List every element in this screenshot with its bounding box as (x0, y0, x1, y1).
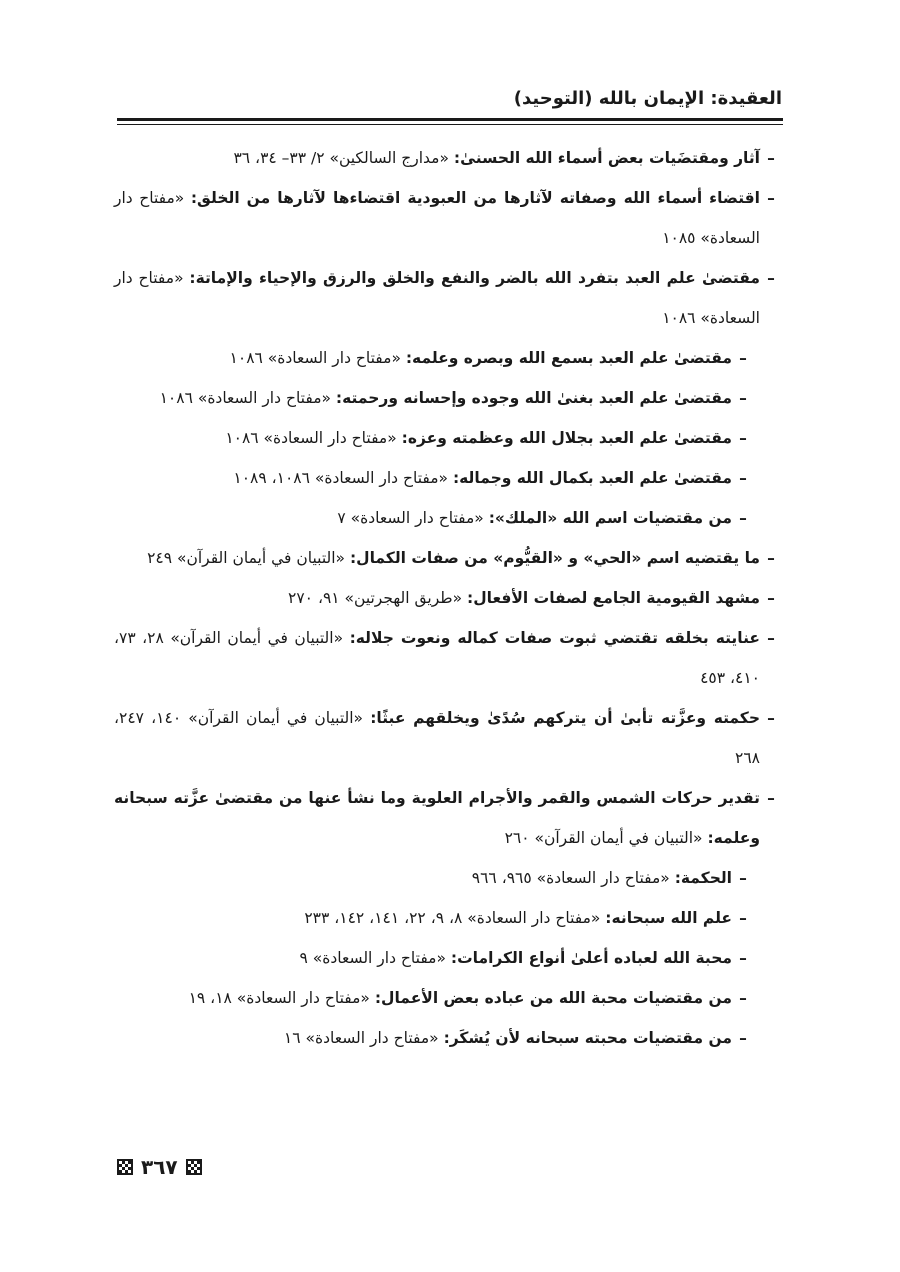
index-entry (114, 898, 782, 938)
entry-title: تقدير حركات الشمس والقمر والأجرام العلوية وما نشأ عنها من مقتضىٰ عزَّته سبحانه وعلمه: (114, 789, 760, 847)
entry-title: حكمته وعزَّته تأبىٰ أن يتركهم سُدًىٰ ويخلقهم عبثًا: (370, 709, 760, 727)
entry-dash: – (739, 469, 747, 487)
entry-title: مقتضىٰ علم العبد بسمع الله وبصره وعلمه: (405, 349, 732, 367)
index-entry (114, 418, 782, 458)
entry-dash: – (767, 789, 775, 807)
entry-text (114, 1018, 732, 1058)
index-entry (114, 338, 782, 378)
entry-title: الحكمة: (674, 869, 732, 887)
entry-reference: «مفتاح دار السعادة» ٨، ٩، ٢٢، ١٤١، ١٤٢، ٢٣٣ (304, 909, 606, 927)
entry-text (114, 978, 732, 1018)
entry-text (114, 698, 760, 778)
entry-dash: – (767, 149, 775, 167)
entry-reference: «التبيان في أيمان القرآن» ٢٤٩ (147, 549, 350, 567)
index-entry (114, 938, 782, 978)
entry-text (114, 618, 760, 698)
entry-text (114, 778, 760, 858)
entry-dash: – (767, 269, 775, 287)
entry-title: مشهد القيومية الجامع لصفات الأفعال: (467, 589, 760, 607)
entry-text (114, 178, 760, 258)
entry-reference: «التبيان في أيمان القرآن» ٢٨، ٧٣، ٤١٠، ٤٥٣ (114, 629, 760, 687)
entry-reference: «مفتاح دار السعادة» ٩٦٥، ٩٦٦ (471, 869, 675, 887)
entry-reference: «طريق الهجرتين» ٩١، ٢٧٠ (288, 589, 468, 607)
entry-title: آثار ومقتضَيات بعض أسماء الله الحسنىٰ: (453, 149, 760, 167)
entry-reference: «التبيان في أيمان القرآن» ١٤٠، ٢٤٧، ٢٦٨ (114, 709, 760, 767)
entry-reference: «مفتاح دار السعادة» ١٠٨٦ (229, 349, 406, 367)
index-entry (114, 538, 782, 578)
entry-text (114, 418, 732, 458)
entry-reference: «مفتاح دار السعادة» ١٠٨٦ (159, 389, 336, 407)
entry-dash: – (767, 629, 775, 647)
entry-text (114, 338, 732, 378)
entry-title: مقتضىٰ علم العبد بتفرد الله بالضر والنفع والخلق والرزق والإحياء والإماتة: (189, 269, 760, 287)
index-entry (114, 978, 782, 1018)
index-entry-list (114, 138, 782, 1058)
entry-dash: – (739, 429, 747, 447)
entry-text (114, 898, 732, 938)
entry-text (114, 858, 732, 898)
entry-reference: «مفتاح دار السعادة» ٩ (299, 949, 451, 967)
entry-dash: – (739, 1029, 747, 1047)
entry-text (114, 578, 760, 618)
entry-dash: – (767, 189, 775, 207)
entry-reference: «مفتاح دار السعادة» ١٨، ١٩ (188, 989, 375, 1007)
entry-title: مقتضىٰ علم العبد بغنىٰ الله وجوده وإحسانه ورحمته: (335, 389, 732, 407)
index-entry (114, 138, 782, 178)
entry-reference: «مدارج السالكين» ٢/ ٣٣– ٣٤، ٣٦ (233, 149, 454, 167)
checkered-square-icon (117, 1159, 133, 1175)
entry-dash: – (739, 509, 747, 527)
header-rule-thick (117, 118, 783, 121)
entry-title: مقتضىٰ علم العبد بجلال الله وعظمته وعزه: (401, 429, 732, 447)
index-entry (114, 858, 782, 898)
entry-dash: – (739, 949, 747, 967)
header-rule-thin (117, 124, 783, 125)
entry-dash: – (739, 989, 747, 1007)
entry-text (114, 938, 732, 978)
entry-reference: «مفتاح دار السعادة» ١٠٨٦ (225, 429, 402, 447)
index-entry (114, 578, 782, 618)
page-number: ٣٦٧ (141, 1155, 178, 1179)
index-entry (114, 778, 782, 858)
entry-text (114, 258, 760, 338)
entry-reference: «مفتاح دار السعادة» ١٠٨٦، ١٠٨٩ (233, 469, 453, 487)
entry-title: اقتضاء أسماء الله وصفاته لآثارها من العبودية اقتضاءها لآثارها من الخلق: (190, 189, 760, 207)
entry-text (114, 378, 732, 418)
entry-text (114, 538, 760, 578)
entry-title: علم الله سبحانه: (605, 909, 732, 927)
entry-title: من مقتضيات محبته سبحانه لأن يُشكَر: (443, 1029, 732, 1047)
entry-title: مقتضىٰ علم العبد بكمال الله وجماله: (452, 469, 732, 487)
index-entry (114, 458, 782, 498)
entry-reference: «مفتاح دار السعادة» ٧ (337, 509, 489, 527)
entry-text (114, 498, 732, 538)
entry-reference: «التبيان في أيمان القرآن» ٢٦٠ (504, 829, 708, 847)
index-entry (114, 1018, 782, 1058)
index-entry (114, 178, 782, 258)
entry-dash: – (739, 909, 747, 927)
entry-text (114, 458, 732, 498)
entry-dash: – (767, 589, 775, 607)
page-footer (117, 1155, 202, 1179)
entry-title: من مقتضيات اسم الله «الملك»: (488, 509, 732, 527)
index-entry (114, 498, 782, 538)
entry-title: عنايته بخلقه تقتضي ثبوت صفات كماله ونعوت جلاله: (349, 629, 760, 647)
index-entry (114, 258, 782, 338)
index-entry (114, 378, 782, 418)
checkered-square-icon (186, 1159, 202, 1175)
entry-dash: – (767, 549, 775, 567)
entry-reference: «مفتاح دار السعادة» ١٠٨٦ (114, 269, 760, 327)
entry-title: من مقتضيات محبة الله من عباده بعض الأعمال: (374, 989, 732, 1007)
entry-title: محبة الله لعباده أعلىٰ أنواع الكرامات: (450, 949, 732, 967)
entry-reference: «مفتاح دار السعادة» ١٦ (283, 1029, 444, 1047)
entry-title: ما يقتضيه اسم «الحي» و «القيُّوم» من صفات الكمال: (349, 549, 760, 567)
index-entry (114, 618, 782, 698)
entry-text (114, 138, 760, 178)
entry-dash: – (739, 349, 747, 367)
page-header-title: العقيدة: الإيمان بالله (التوحيد) (513, 88, 782, 109)
entry-dash: – (767, 709, 775, 727)
entry-dash: – (739, 869, 747, 887)
entry-reference: «مفتاح دار السعادة» ١٠٨٥ (114, 189, 760, 247)
entry-dash: – (739, 389, 747, 407)
index-entry (114, 698, 782, 778)
